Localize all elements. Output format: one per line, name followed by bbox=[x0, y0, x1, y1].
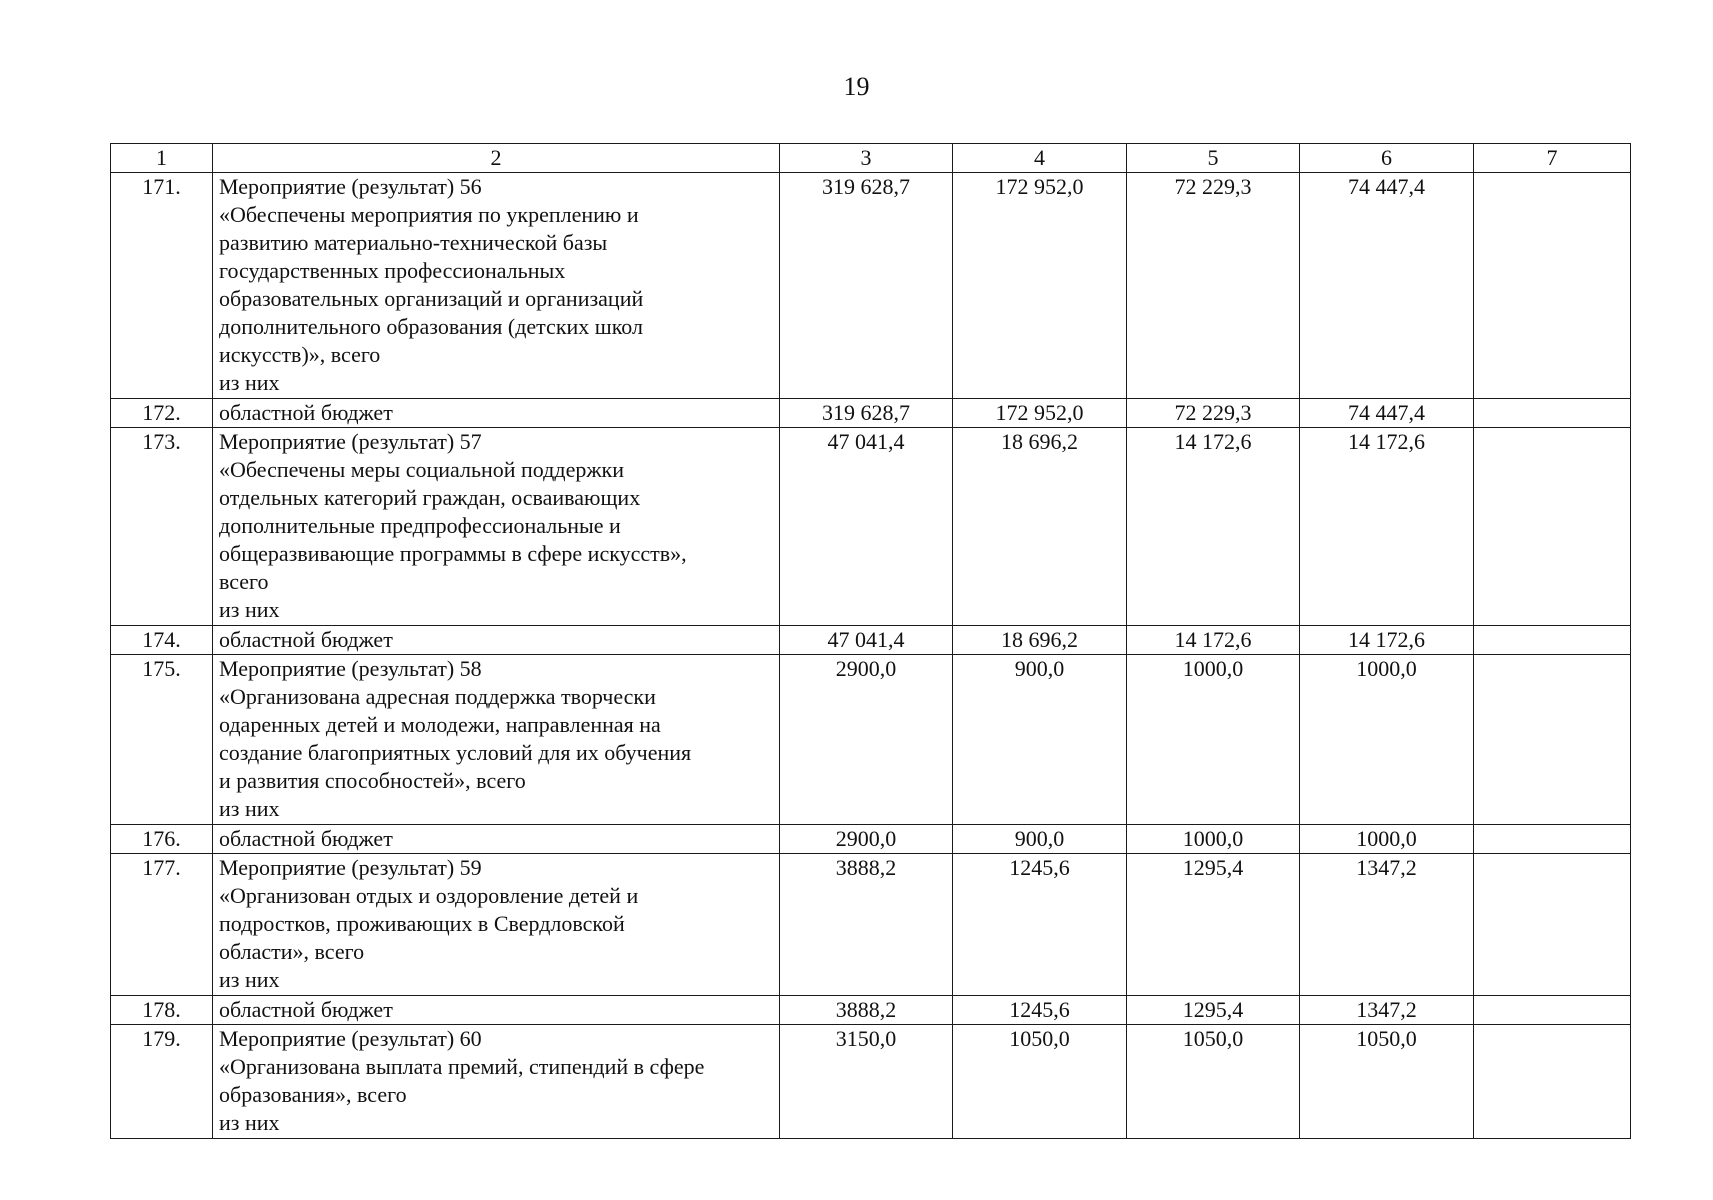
row-number: 173. bbox=[111, 428, 213, 626]
value-col-7 bbox=[1474, 399, 1631, 428]
description-line: Мероприятие (результат) 59 bbox=[219, 855, 482, 880]
table-row bbox=[111, 173, 1631, 399]
value-col-7 bbox=[1474, 854, 1631, 996]
row-number: 176. bbox=[111, 825, 213, 854]
value-col-3: 2900,0 bbox=[780, 825, 953, 854]
description-line: Мероприятие (результат) 58 bbox=[219, 656, 482, 681]
value-col-6: 1000,0 bbox=[1300, 825, 1474, 854]
description-line: образования», всего bbox=[219, 1082, 407, 1107]
value-col-5: 1050,0 bbox=[1127, 1025, 1300, 1139]
description-line: «Организована выплата премий, стипендий в сфере bbox=[219, 1054, 705, 1079]
value-col-3: 47 041,4 bbox=[780, 626, 953, 655]
value-col-3: 47 041,4 bbox=[780, 428, 953, 626]
table-row bbox=[111, 825, 1631, 854]
row-number: 171. bbox=[111, 173, 213, 399]
value-col-5: 1000,0 bbox=[1127, 655, 1300, 825]
description-line: из них bbox=[219, 597, 280, 622]
value-col-3: 3150,0 bbox=[780, 1025, 953, 1139]
description-line: «Организован отдых и оздоровление детей и bbox=[219, 883, 639, 908]
description-line: «Организована адресная поддержка творчески bbox=[219, 684, 656, 709]
row-description bbox=[213, 399, 780, 428]
value-col-4: 1050,0 bbox=[953, 1025, 1127, 1139]
value-col-4: 172 952,0 bbox=[953, 399, 1127, 428]
value-col-3: 3888,2 bbox=[780, 854, 953, 996]
description-line: областной бюджет bbox=[219, 400, 393, 425]
column-header: 7 bbox=[1474, 144, 1631, 173]
value-col-4: 172 952,0 bbox=[953, 173, 1127, 399]
value-col-6: 1347,2 bbox=[1300, 996, 1474, 1025]
column-header: 4 bbox=[953, 144, 1127, 173]
description-line: областной бюджет bbox=[219, 627, 393, 652]
description-line: Мероприятие (результат) 57 bbox=[219, 429, 482, 454]
description-line: областной бюджет bbox=[219, 826, 393, 851]
page-number: 19 bbox=[843, 72, 870, 101]
value-col-6: 1000,0 bbox=[1300, 655, 1474, 825]
description-line: из них bbox=[219, 796, 280, 821]
row-number: 174. bbox=[111, 626, 213, 655]
row-description bbox=[213, 428, 780, 626]
description-line: дополнительные предпрофессиональные и bbox=[219, 513, 621, 538]
value-col-5: 14 172,6 bbox=[1127, 428, 1300, 626]
row-description bbox=[213, 825, 780, 854]
row-description bbox=[213, 173, 780, 399]
row-description bbox=[213, 1025, 780, 1139]
description-line: отдельных категорий граждан, осваивающих bbox=[219, 485, 641, 510]
description-line: одаренных детей и молодежи, направленная на bbox=[219, 712, 661, 737]
value-col-6: 1347,2 bbox=[1300, 854, 1474, 996]
value-col-7 bbox=[1474, 996, 1631, 1025]
value-col-4: 18 696,2 bbox=[953, 428, 1127, 626]
row-number: 172. bbox=[111, 399, 213, 428]
row-description bbox=[213, 854, 780, 996]
value-col-3: 3888,2 bbox=[780, 996, 953, 1025]
value-col-3: 319 628,7 bbox=[780, 399, 953, 428]
description-line: «Обеспечены мероприятия по укреплению и bbox=[219, 202, 639, 227]
row-description bbox=[213, 655, 780, 825]
table-header-row bbox=[111, 144, 1631, 173]
description-line: образовательных организаций и организаций bbox=[219, 286, 644, 311]
value-col-7 bbox=[1474, 626, 1631, 655]
value-col-6: 1050,0 bbox=[1300, 1025, 1474, 1139]
description-line: дополнительного образования (детских школ bbox=[219, 314, 643, 339]
column-header: 2 bbox=[213, 144, 780, 173]
description-line: общеразвивающие программы в сфере искусств», bbox=[219, 541, 687, 566]
table-row bbox=[111, 854, 1631, 996]
value-col-4: 1245,6 bbox=[953, 854, 1127, 996]
description-line: «Обеспечены меры социальной поддержки bbox=[219, 457, 624, 482]
description-line: всего bbox=[219, 569, 269, 594]
description-line: из них bbox=[219, 967, 280, 992]
value-col-7 bbox=[1474, 173, 1631, 399]
budget-table bbox=[110, 143, 1631, 1139]
value-col-6: 74 447,4 bbox=[1300, 399, 1474, 428]
value-col-3: 319 628,7 bbox=[780, 173, 953, 399]
description-line: Мероприятие (результат) 60 bbox=[219, 1026, 482, 1051]
value-col-5: 1000,0 bbox=[1127, 825, 1300, 854]
value-col-5: 72 229,3 bbox=[1127, 399, 1300, 428]
description-line: из них bbox=[219, 1110, 280, 1135]
value-col-5: 1295,4 bbox=[1127, 854, 1300, 996]
value-col-5: 1295,4 bbox=[1127, 996, 1300, 1025]
value-col-5: 14 172,6 bbox=[1127, 626, 1300, 655]
value-col-4: 900,0 bbox=[953, 655, 1127, 825]
column-header: 3 bbox=[780, 144, 953, 173]
table-row bbox=[111, 996, 1631, 1025]
description-line: подростков, проживающих в Свердловской bbox=[219, 911, 625, 936]
value-col-7 bbox=[1474, 655, 1631, 825]
value-col-3: 2900,0 bbox=[780, 655, 953, 825]
value-col-4: 18 696,2 bbox=[953, 626, 1127, 655]
row-number: 178. bbox=[111, 996, 213, 1025]
value-col-6: 14 172,6 bbox=[1300, 428, 1474, 626]
value-col-4: 900,0 bbox=[953, 825, 1127, 854]
description-line: развитию материально-технической базы bbox=[219, 230, 608, 255]
column-header: 5 bbox=[1127, 144, 1300, 173]
table-row bbox=[111, 428, 1631, 626]
table-row bbox=[111, 655, 1631, 825]
table-row bbox=[111, 626, 1631, 655]
row-description bbox=[213, 996, 780, 1025]
description-line: и развития способностей», всего bbox=[219, 768, 526, 793]
table-row bbox=[111, 399, 1631, 428]
description-line: Мероприятие (результат) 56 bbox=[219, 174, 482, 199]
value-col-6: 14 172,6 bbox=[1300, 626, 1474, 655]
description-line: из них bbox=[219, 370, 280, 395]
table-row bbox=[111, 1025, 1631, 1139]
value-col-7 bbox=[1474, 1025, 1631, 1139]
value-col-5: 72 229,3 bbox=[1127, 173, 1300, 399]
value-col-7 bbox=[1474, 428, 1631, 626]
column-header: 1 bbox=[111, 144, 213, 173]
description-line: искусств)», всего bbox=[219, 342, 381, 367]
value-col-7 bbox=[1474, 825, 1631, 854]
row-description bbox=[213, 626, 780, 655]
row-number: 179. bbox=[111, 1025, 213, 1139]
value-col-6: 74 447,4 bbox=[1300, 173, 1474, 399]
description-line: области», всего bbox=[219, 939, 365, 964]
description-line: создание благоприятных условий для их обучения bbox=[219, 740, 692, 765]
column-header: 6 bbox=[1300, 144, 1474, 173]
row-number: 177. bbox=[111, 854, 213, 996]
value-col-4: 1245,6 bbox=[953, 996, 1127, 1025]
description-line: государственных профессиональных bbox=[219, 258, 566, 283]
row-number: 175. bbox=[111, 655, 213, 825]
description-line: областной бюджет bbox=[219, 997, 393, 1022]
